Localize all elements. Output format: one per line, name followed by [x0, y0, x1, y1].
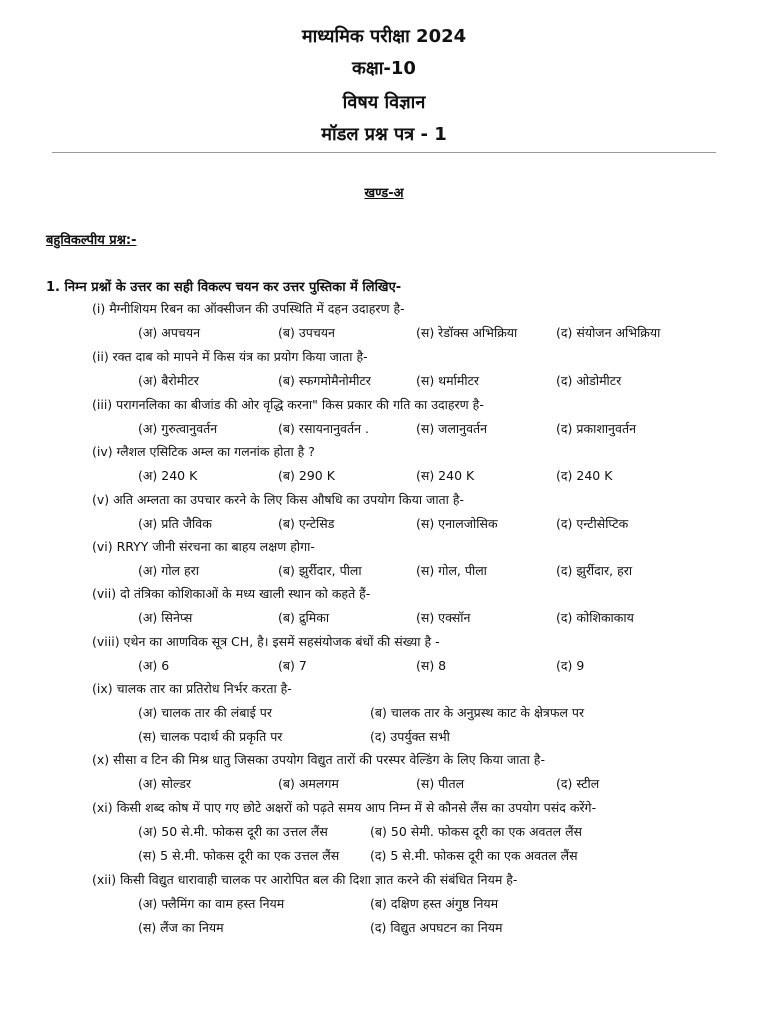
option-a: (अ) प्रति जैविक	[138, 516, 212, 531]
option-b: (ब) 290 K	[278, 468, 335, 483]
section-title: खण्ड-अ	[364, 186, 404, 201]
question-text: (vi) RRYY जीनी संरचना का बाहय लक्षण होगा-	[92, 539, 315, 554]
option-d: (द) स्टील	[556, 776, 600, 791]
option-b: (ब) 7	[278, 658, 307, 673]
question-text: (i) मैग्नीशियम रिबन का ऑक्सीजन की उपस्थिति में दहन उदाहरण है-	[92, 301, 405, 316]
option-d: (द) ओडोमीटर	[556, 373, 622, 388]
option-d: (द) 9	[556, 658, 585, 673]
option-a: (अ) अपचयन	[138, 325, 201, 340]
option-a: (अ) चालक तार की लंबाई पर	[138, 705, 272, 720]
option-a: (अ) सिनेप्स	[138, 610, 193, 625]
option-b: (ब) रसायनानुवर्तन .	[278, 421, 369, 436]
option-b: (ब) स्फगमोमैनोमीटर	[278, 373, 371, 388]
subject-title: विषय विज्ञान	[342, 92, 426, 113]
question-text: (v) अति अम्लता का उपचार करने के लिए किस औषधि का उपयोग किया जाता है-	[92, 492, 465, 507]
option-a: (अ) सोल्डर	[138, 776, 192, 791]
option-a: (अ) 6	[138, 658, 170, 673]
question-text: (ix) चालक तार का प्रतिरोध निर्भर करता है-	[92, 681, 292, 696]
question-text: (vii) दो तंत्रिका कोशिकाओं के मध्य खाली स्थान को कहते हैं-	[92, 586, 371, 601]
option-b: (ब) एन्टेसिड	[278, 516, 335, 531]
question-text: (ii) रक्त दाब को मापने में किस यंत्र का प्रयोग किया जाता है-	[92, 349, 368, 364]
question-text: (xii) किसी विद्युत धारावाही चालक पर आरोपित बल की दिशा ज्ञात करने की संबंधित नियम है-	[92, 872, 518, 887]
option-b: (ब) दक्षिण हस्त अंगुष्ठ नियम	[370, 896, 499, 911]
mcq-heading: बहुविकल्पीय प्रश्न:-	[46, 233, 137, 248]
header-divider	[52, 152, 716, 153]
option-b: (ब) अमलगम	[278, 776, 339, 791]
option-d: (द) झुर्रीदार, हरा	[556, 563, 633, 578]
option-c: (स) 5 से.मी. फोकस दूरी का एक उत्तल लैंस	[138, 848, 340, 863]
option-c: (स) थर्मामीटर	[416, 373, 480, 388]
class-title: कक्षा-10	[352, 58, 416, 79]
option-d: (द) उपर्युक्त सभी	[370, 729, 450, 744]
option-d: (द) विद्युत अपघटन का नियम	[370, 920, 503, 935]
option-b: (ब) झुर्रीदार, पीला	[278, 563, 362, 578]
option-c: (स) चालक पदार्थ की प्रकृति पर	[138, 729, 283, 744]
option-b: (ब) उपचयन	[278, 325, 335, 340]
option-a: (अ) फ्लैमिंग का वाम हस्त नियम	[138, 896, 285, 911]
option-d: (द) संयोजन अभिक्रिया	[556, 325, 661, 340]
option-d: (द) कोशिकाकाय	[556, 610, 634, 625]
option-d: (द) एन्टीसेप्टिक	[556, 516, 629, 531]
option-c: (स) गोल, पीला	[416, 563, 487, 578]
question-text: (iii) परागनलिका का बीजांड की ओर वृद्धि करना" किस प्रकार की गति का उदाहरण है-	[92, 397, 484, 412]
question-text: (xi) किसी शब्द कोष में पाए गए छोटे अक्षरों को पढ़ते समय आप निम्न में से कौनसे लैंस का उपयोग पसंद करेंगे-	[92, 800, 597, 815]
option-a: (अ) 240 K	[138, 468, 198, 483]
option-c: (स) 8	[416, 658, 447, 673]
question-text: (x) सीसा व टिन की मिश्र धातु जिसका उपयोग विद्युत तारों की परस्पर वेल्डिंग के लिए किया जाता है-	[92, 752, 545, 767]
option-a: (अ) गोल हरा	[138, 563, 199, 578]
option-a: (अ) गुरुत्वानुवर्तन	[138, 421, 218, 436]
option-c: (स) पीतल	[416, 776, 465, 791]
option-c: (स) जलानुवर्तन	[416, 421, 488, 436]
instruction: 1. निम्न प्रश्नों के उत्तर का सही विकल्प चयन कर उत्तर पुस्तिका में लिखिए-	[46, 280, 402, 295]
option-b: (ब) 50 सेमी. फोकस दूरी का एक अवतल लैंस	[370, 824, 583, 839]
option-a: (अ) 50 से.मी. फोकस दूरी का उत्तल लैंस	[138, 824, 328, 839]
option-d: (द) 5 से.मी. फोकस दूरी का एक अवतल लैंस	[370, 848, 578, 863]
option-b: (ब) द्रुमिका	[278, 610, 330, 625]
option-a: (अ) बैरोमीटर	[138, 373, 199, 388]
question-text: (iv) ग्लैशल एसिटिक अम्ल का गलनांक होता है ?	[92, 444, 315, 459]
option-c: (स) रेडॉक्स अभिक्रिया	[416, 325, 518, 340]
exam-title: माध्यमिक परीक्षा 2024	[301, 26, 467, 47]
question-text: (viii) एथेन का आणविक सूत्र CH, है। इसमें सहसंयोजक बंधों की संख्या है -	[92, 634, 440, 649]
option-c: (स) एनालजोसिक	[416, 516, 498, 531]
option-c: (स) एक्सॉन	[416, 610, 471, 625]
option-c: (स) 240 K	[416, 468, 475, 483]
option-b: (ब) चालक तार के अनुप्रस्थ काट के क्षेत्रफल पर	[370, 705, 585, 720]
option-c: (स) लैंज का नियम	[138, 920, 224, 935]
option-d: (द) प्रकाशानुवर्तन	[556, 421, 637, 436]
option-d: (द) 240 K	[556, 468, 613, 483]
paper-title: मॉडल प्रश्न पत्र - 1	[321, 124, 447, 145]
